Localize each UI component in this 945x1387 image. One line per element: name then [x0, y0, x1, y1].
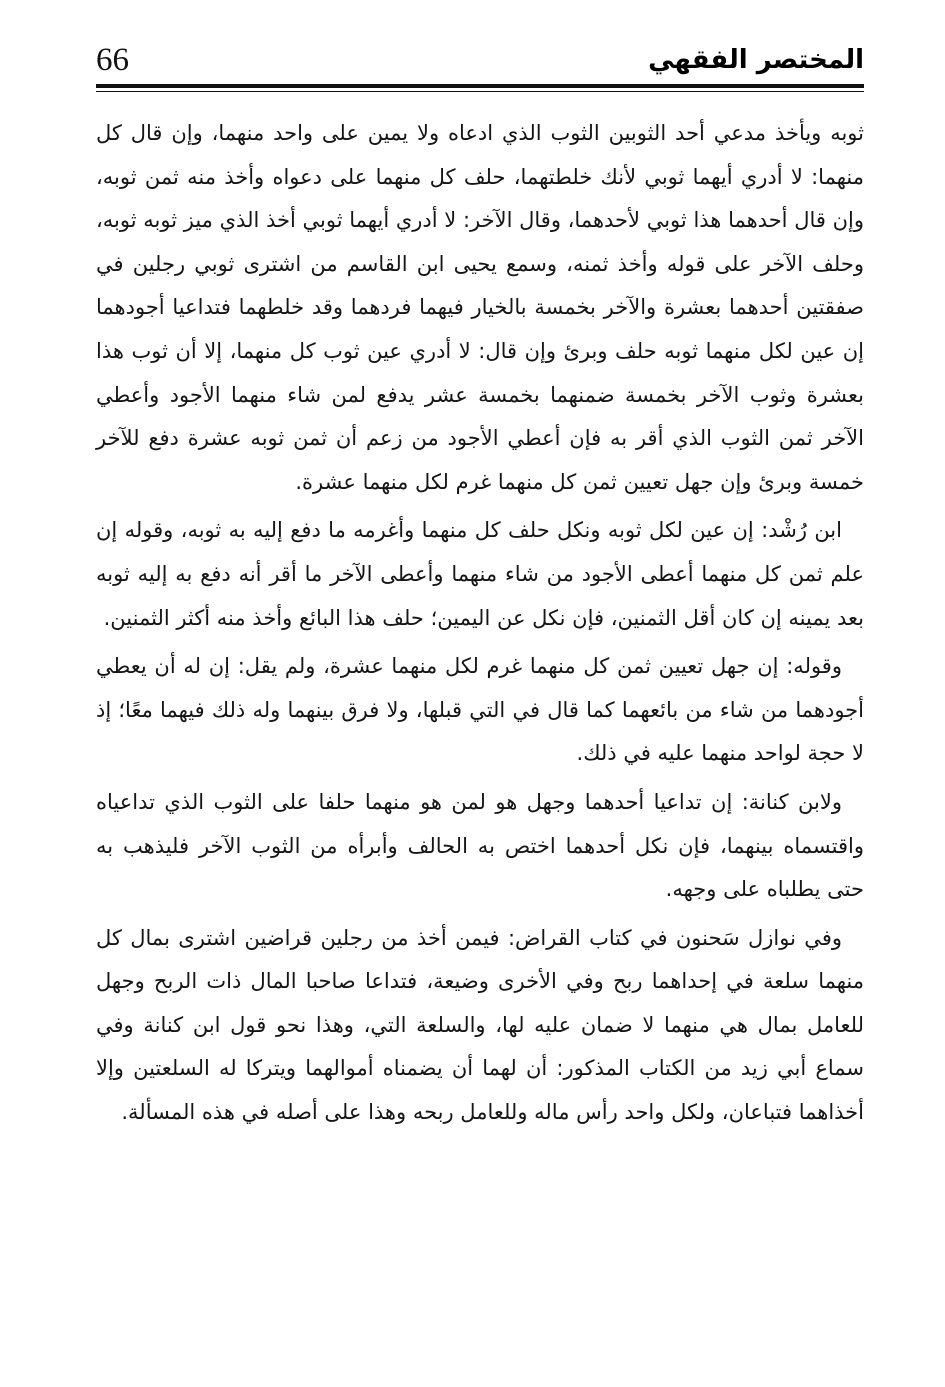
paragraph-3: وقوله: إن جهل تعيين ثمن كل منهما غرم لكل منهما عشرة، ولم يقل: إن له أن يعطي أجودهما من شاء من بائعهما كما قال في التي قبلها، ولا فرق بينهما وله ذلك فيهما معًا؛ إذ لا حجة لواحد منهما عليه في ذلك.: [96, 654, 864, 766]
paragraph-1: ثوبه ويأخذ مدعي أحد الثوبين الثوب الذي ادعاه ولا يمين على واحد منهما، وإن قال كل منهما: لا أدري أيهما ثوبي لأنك خلطتهما، حلف كل منهما على دعواه وأخذ منه ثمن ثوبه، وإن قال أحدهما هذا ثوبي لأحدهما، وقال الآخر: لا أدري أيهما ثوبي أخذ الذي ميز ثوبه ثوبه، وحلف الآخر على قوله وأخذ ثمنه، وسمع يحيى ابن القاسم من اشترى ثوبي رجلين في صفقتين أحدهما بعشرة والآخر بخمسة بالخيار فيهما فردهما وقد خلطهما فتداعيا أجودهما إن عين لكل منهما ثوبه حلف وبرئ وإن قال: لا أدري عين ثوب كل منهما، إلا أن ثوب هذا بعشرة وثوب الآخر بخمسة ضمنهما بخمسة عشر يدفع لمن شاء منهما الأجود وأعطي الآخر ثمن الثوب الذي أقر به فإن أعطي الأجود من زعم أن ثمن ثوبه عشرة دفع للآخر خمسة وبرئ وإن جهل تعيين ثمن كل منهما غرم لكل منهما عشرة.: [96, 121, 864, 494]
page-header: [96, 40, 864, 96]
main-text: [96, 112, 864, 1135]
paragraph-2: ابن رُشْد: إن عين لكل ثوبه ونكل حلف كل منهما وأغرمه ما دفع إليه به ثوبه، وقوله إن علم ثمن كل منهما أعطى الأجود من شاء منهما وأعطى الآخر ما أقر أنه دفع به إليه ثوبه بعد يمينه إن كان أقل الثمنين، فإن نكل عن اليمين؛ حلف هذا البائع وأخذ منه أكثر الثمنين.: [96, 518, 864, 630]
header-rule-thin: [96, 91, 864, 92]
header-rule-thick: [96, 84, 864, 88]
book-title: المختصر الفقهي: [648, 45, 864, 75]
paragraph-5: وفي نوازل سَحنون في كتاب القراض: فيمن أخذ من رجلين قراضين اشترى بمال كل منهما سلعة في إحداهما ربح وفي الأخرى وضيعة، فتداعا صاحبا المال ذات الربح وجهل للعامل بمال هي منهما لا ضمان عليه لها، والسلعة التي، وهذا نحو قول ابن كنانة وفي سماع أبي زيد من الكتاب المذكور: أن لهما أن يضمناه أموالهما ويتركا له السلعتين وإلا أخذاهما فتباعان، ولكل واحد رأس ماله وللعامل ربحه وهذا على أصله في هذه المسألة.: [96, 925, 864, 1125]
page-number: 66: [96, 42, 129, 78]
paragraph-4: ولابن كنانة: إن تداعيا أحدهما وجهل هو لمن هو منهما حلفا على الثوب الذي تداعياه واقتسماه بينهما، فإن نكل أحدهما اختص به الحالف وأبرأه من الثوب الآخر فليذهب به حتى يطلباه على وجهه.: [96, 789, 864, 902]
